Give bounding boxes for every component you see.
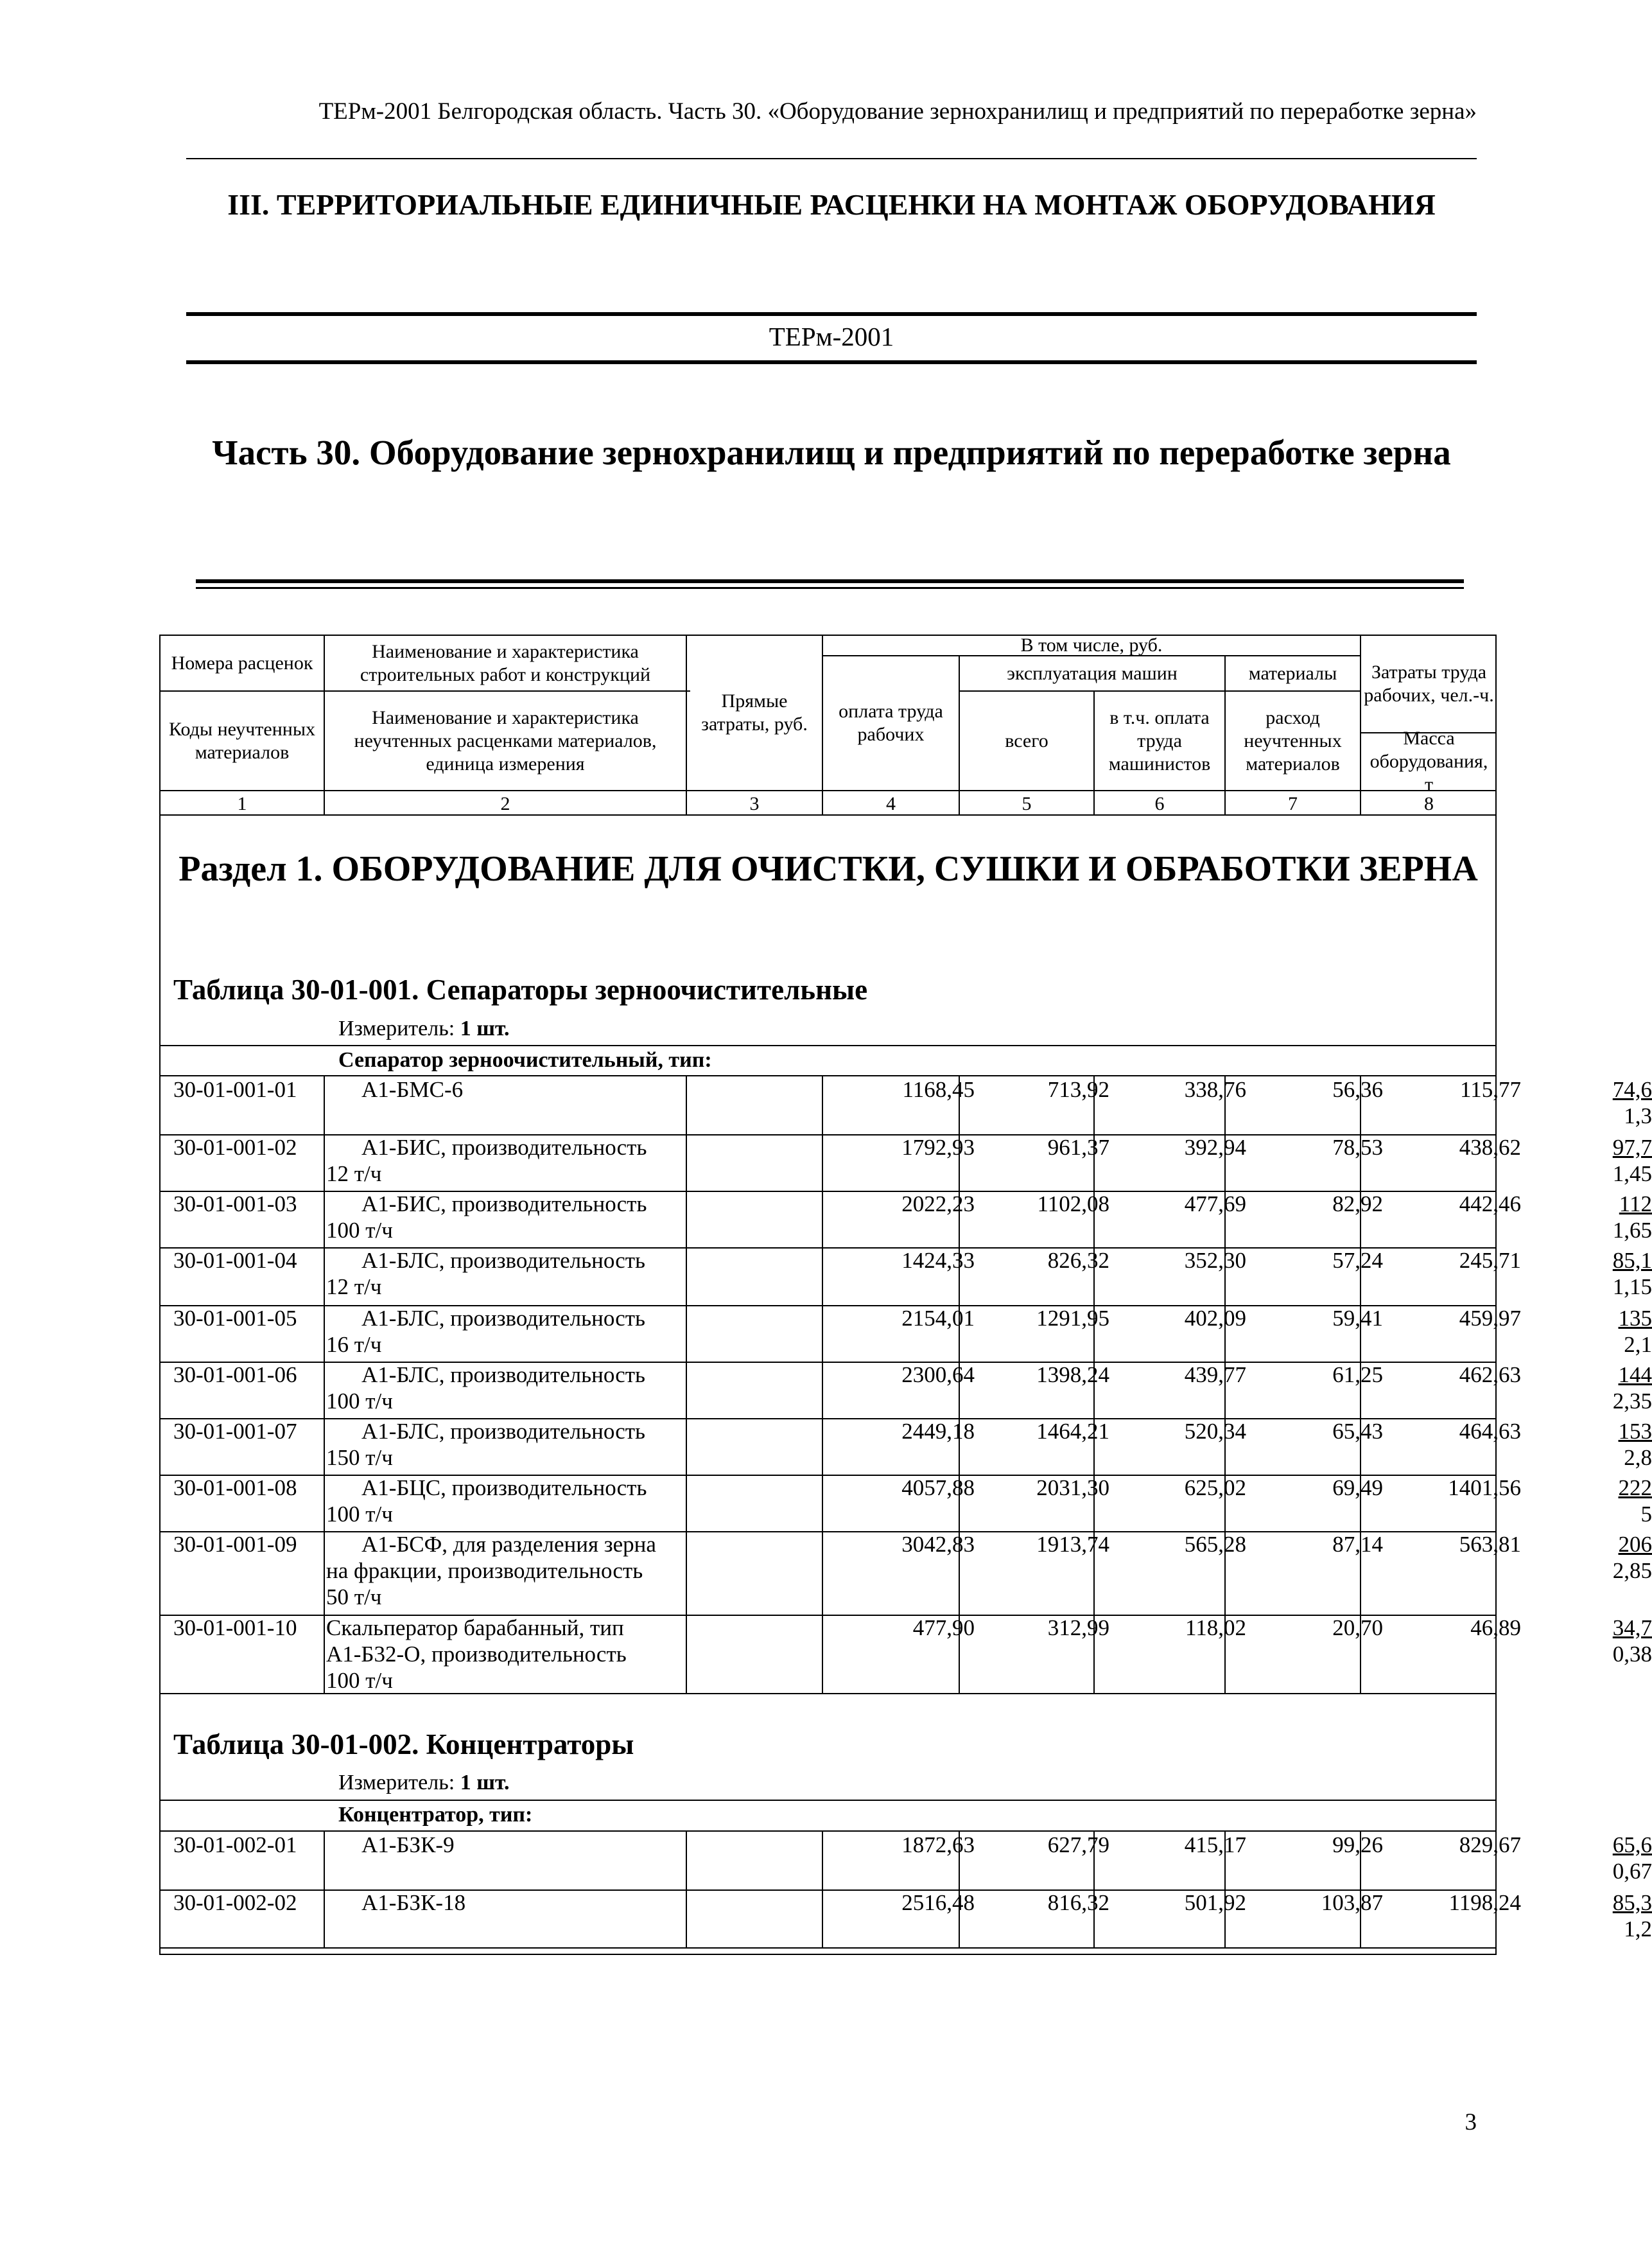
work-name-line: А1-БЛС, производительность [361, 1306, 645, 1331]
rate-code: 30-01-001-01 [173, 1077, 297, 1102]
column-rule [1093, 1076, 1095, 1693]
labor-hours: 112 [1619, 1191, 1652, 1216]
labor-pay: 1291,95 [1036, 1306, 1109, 1331]
materials-cost: 464,63 [1459, 1419, 1521, 1444]
equipment-mass: 1,15 [1612, 1274, 1652, 1299]
machines-total: 415,17 [1184, 1832, 1246, 1857]
work-name-line: А1-БЗК-18 [361, 1890, 466, 1915]
equipment-mass: 0,38 [1612, 1642, 1652, 1667]
labor-pay: 816,32 [1047, 1890, 1109, 1915]
work-name-line: А1-БИС, производительность [361, 1135, 647, 1160]
work-name-line: 100 т/ч [326, 1668, 393, 1693]
doc-code: ТЕРм-2001 [769, 322, 894, 351]
equipment-mass: 1,45 [1612, 1161, 1652, 1186]
operators-pay: 69,49 [1332, 1475, 1383, 1500]
column-rule [686, 1832, 687, 1947]
labor-hours: 65,6 [1612, 1832, 1652, 1857]
labor-pay: 713,92 [1047, 1077, 1109, 1102]
table-row [159, 1247, 1652, 1305]
header-name-top: Наименование и характеристика строительных работ и конструкций [360, 640, 651, 685]
labor-pay: 1913,74 [1036, 1532, 1109, 1557]
machines-total: 439,77 [1184, 1362, 1246, 1387]
column-number: 4 [886, 793, 896, 814]
column-rule [324, 1832, 325, 1947]
table-row [159, 1305, 1652, 1362]
doc-code-rule-bottom [186, 360, 1477, 364]
table-row [159, 1191, 1652, 1247]
machines-total: 477,69 [1184, 1191, 1246, 1216]
materials-cost: 245,71 [1459, 1248, 1521, 1273]
materials-cost: 442,46 [1459, 1191, 1521, 1216]
direct-costs: 2516,48 [901, 1890, 975, 1915]
machines-total: 520,34 [1184, 1419, 1246, 1444]
header-operators-pay: в т.ч. оплата труда машинистов [1108, 706, 1211, 775]
labor-and-mass [1376, 1475, 1652, 1527]
unit-value: 1 шт. [460, 1771, 510, 1794]
work-name-line: 100 т/ч [326, 1502, 393, 1527]
column-rule [822, 1832, 823, 1947]
page-number: 3 [1465, 2109, 1477, 2135]
materials-cost: 563,81 [1459, 1532, 1521, 1557]
materials-cost: 438,62 [1459, 1135, 1521, 1160]
operators-pay: 56,36 [1332, 1077, 1383, 1102]
labor-hours: 85,1 [1612, 1248, 1652, 1273]
operators-pay: 78,53 [1332, 1135, 1383, 1160]
machines-total: 565,28 [1184, 1532, 1246, 1557]
labor-hours: 135 [1618, 1306, 1652, 1331]
chapter-title: III. ТЕРРИТОРИАЛЬНЫЕ ЕДИНИЧНЫЕ РАСЦЕНКИ НА МОНТАЖ ОБОРУДОВАНИЯ [227, 188, 1436, 221]
equipment-mass: 2,8 [1624, 1445, 1652, 1470]
direct-costs: 2300,64 [901, 1362, 975, 1387]
materials-cost: 829,67 [1459, 1832, 1521, 1857]
running-header: ТЕРм-2001 Белгородская область. Часть 30. «Оборудование зернохранилищ и предприятий по переработке зерна» [318, 98, 1477, 125]
table-bottom-rule [159, 1693, 1497, 1694]
labor-and-mass [1376, 1889, 1652, 1942]
labor-hours: 34,7 [1612, 1615, 1652, 1640]
work-name-line: Скальператор барабанный, тип [326, 1615, 624, 1640]
work-name-line: 12 т/ч [326, 1161, 382, 1186]
table-row [159, 1615, 1652, 1693]
operators-pay: 20,70 [1332, 1615, 1383, 1640]
equipment-mass: 2,1 [1624, 1332, 1652, 1357]
column-rule [1224, 1076, 1226, 1693]
table-row [159, 1418, 1652, 1475]
header-equipment-mass: Масса оборудования, т [1369, 728, 1488, 795]
table-title: Таблица 30-01-002. Концентраторы [173, 1728, 634, 1760]
labor-hours: 222 [1618, 1475, 1652, 1500]
group-label: Сепаратор зерноочистительный, тип: [338, 1048, 712, 1072]
column-rule [1224, 1832, 1226, 1947]
table-row [159, 1475, 1652, 1531]
header-materials: материалы [1248, 662, 1337, 684]
work-name-line: 12 т/ч [326, 1274, 382, 1299]
labor-hours: 85,3 [1612, 1890, 1652, 1915]
direct-costs: 1792,93 [901, 1135, 975, 1160]
header-rule-bottom [159, 790, 1497, 791]
operators-pay: 82,92 [1332, 1191, 1383, 1216]
labor-and-mass [1376, 1134, 1652, 1187]
equipment-mass: 5 [1640, 1502, 1652, 1527]
group-label: Концентратор, тип: [338, 1803, 533, 1827]
part-title: Часть 30. Оборудование зернохранилищ и предприятий по переработке зерна [212, 433, 1451, 472]
unit-label: Измеритель: [338, 1771, 455, 1794]
labor-pay: 1102,08 [1037, 1191, 1109, 1216]
section-title: Раздел 1. ОБОРУДОВАНИЕ ДЛЯ ОЧИСТКИ, СУШКИ И ОБРАБОТКИ ЗЕРНА [178, 849, 1478, 889]
labor-pay: 1464,21 [1036, 1419, 1109, 1444]
header-rule [186, 158, 1477, 159]
column-number: 2 [500, 793, 510, 814]
rate-code: 30-01-001-10 [173, 1615, 297, 1640]
rate-code: 30-01-001-02 [173, 1135, 297, 1160]
work-name-line: А1-БЗК-9 [361, 1832, 455, 1857]
labor-pay: 826,32 [1047, 1248, 1109, 1273]
direct-costs: 2449,18 [901, 1419, 975, 1444]
machines-total: 625,02 [1184, 1475, 1246, 1500]
labor-pay: 627,79 [1047, 1832, 1109, 1857]
header-including: В том числе, руб. [1020, 635, 1163, 656]
header-name-bottom: Наименование и характеристика неучтенных расценками материалов, единица измерения [354, 706, 657, 775]
direct-costs: 3042,83 [901, 1532, 975, 1557]
work-name-line: А1-БСФ, для разделения зерна [361, 1532, 656, 1557]
header-codes-top: Номера расценок [171, 652, 313, 674]
labor-pay: 312,99 [1047, 1615, 1109, 1640]
column-number: 3 [749, 793, 760, 814]
labor-and-mass [1376, 1305, 1652, 1358]
work-name-line: на фракции, производительность [326, 1558, 643, 1583]
work-name-line: А1-БЛС, производительность [361, 1419, 645, 1444]
header-codes-bottom: Коды неучтенных материалов [169, 718, 315, 763]
column-rule [686, 1076, 687, 1693]
equipment-mass: 2,85 [1612, 1558, 1652, 1583]
materials-cost: 1401,56 [1448, 1475, 1521, 1500]
equipment-mass: 1,65 [1612, 1218, 1652, 1243]
direct-costs: 1872,63 [901, 1832, 975, 1857]
labor-hours: 144 [1618, 1362, 1652, 1387]
labor-hours: 206 [1618, 1532, 1652, 1557]
doc-code-rule-top [186, 312, 1477, 316]
table-top-rule [159, 1800, 1497, 1801]
unit-value: 1 шт. [460, 1017, 510, 1040]
column-rule [959, 1076, 960, 1693]
header-labor-pay: оплата труда рабочих [839, 701, 943, 745]
column-rule [1093, 1832, 1095, 1947]
rate-code: 30-01-001-07 [173, 1419, 297, 1444]
operators-pay: 57,24 [1332, 1248, 1383, 1273]
unit-label: Измеритель: [338, 1017, 455, 1040]
materials-cost: 459,97 [1459, 1306, 1521, 1331]
table-unit [338, 1770, 510, 1796]
column-rule [959, 1832, 960, 1947]
materials-cost: 46,89 [1470, 1615, 1521, 1640]
part-rule-thin [196, 587, 1464, 589]
labor-and-mass [1376, 1191, 1652, 1243]
operators-pay: 87,14 [1332, 1532, 1383, 1557]
equipment-mass: 2,35 [1612, 1389, 1652, 1414]
work-name-line: 150 т/ч [326, 1445, 393, 1470]
header-direct-costs: Прямые затраты, руб. [701, 690, 808, 735]
materials-cost: 115,77 [1460, 1077, 1521, 1102]
header-machines: эксплуатация машин [1007, 662, 1178, 684]
machines-total: 118,02 [1185, 1615, 1246, 1640]
labor-and-mass [1376, 1418, 1652, 1471]
equipment-mass: 0,67 [1612, 1859, 1652, 1884]
operators-pay: 99,26 [1332, 1832, 1383, 1857]
machines-total: 501,92 [1184, 1890, 1246, 1915]
work-name-line: А1-БИС, производительность [361, 1191, 647, 1216]
work-name-line: А1-БЛС, производительность [361, 1362, 645, 1387]
table-unit [338, 1016, 510, 1042]
equipment-mass: 1,2 [1624, 1916, 1652, 1942]
column-rule [1360, 1076, 1361, 1693]
table-row [159, 1076, 1652, 1134]
labor-pay: 2031,30 [1036, 1475, 1109, 1500]
rate-code: 30-01-001-06 [173, 1362, 297, 1387]
materials-cost: 462,63 [1459, 1362, 1521, 1387]
column-number: 7 [1288, 793, 1298, 814]
part-rule-thick [196, 579, 1464, 583]
rate-code: 30-01-001-05 [173, 1306, 297, 1331]
direct-costs: 2154,01 [901, 1306, 975, 1331]
labor-and-mass [1376, 1362, 1652, 1414]
table-row [159, 1531, 1652, 1615]
equipment-mass: 1,3 [1624, 1103, 1652, 1128]
column-number: 5 [1022, 793, 1032, 814]
table-title: Таблица 30-01-001. Сепараторы зерноочистительные [173, 974, 868, 1006]
table-row [159, 1362, 1652, 1418]
table-top-rule [159, 1045, 1497, 1046]
column-number: 8 [1424, 793, 1434, 814]
header-unaccounted-materials: расход неучтенных материалов [1244, 706, 1342, 775]
column-rule [1360, 1832, 1361, 1947]
machines-total: 402,09 [1184, 1306, 1246, 1331]
column-number: 6 [1154, 793, 1165, 814]
labor-and-mass [1376, 1615, 1652, 1667]
work-name-line: А1-Б32-О, производительность [326, 1642, 627, 1667]
column-rule [822, 1076, 823, 1693]
work-name-line: 100 т/ч [326, 1389, 393, 1414]
labor-hours: 97,7 [1612, 1135, 1652, 1160]
row-rule [159, 1947, 1497, 1949]
labor-hours: 153 [1618, 1419, 1652, 1444]
work-name-line: А1-БМС-6 [361, 1077, 464, 1102]
labor-pay: 961,37 [1047, 1135, 1109, 1160]
direct-costs: 1168,45 [902, 1077, 975, 1102]
table-row [159, 1134, 1652, 1191]
operators-pay: 65,43 [1332, 1419, 1383, 1444]
rate-code: 30-01-001-03 [173, 1191, 297, 1216]
operators-pay: 59,41 [1332, 1306, 1383, 1331]
rate-code: 30-01-001-09 [173, 1532, 297, 1557]
machines-total: 392,94 [1184, 1135, 1246, 1160]
operators-pay: 103,87 [1321, 1890, 1383, 1915]
operators-pay: 61,25 [1332, 1362, 1383, 1387]
direct-costs: 4057,88 [901, 1475, 975, 1500]
materials-cost: 1198,24 [1448, 1890, 1521, 1915]
work-name-line: 50 т/ч [326, 1584, 382, 1609]
labor-pay: 1398,24 [1036, 1362, 1109, 1387]
machines-total: 338,76 [1184, 1077, 1246, 1102]
header-machines-total: всего [1005, 730, 1048, 751]
labor-and-mass [1376, 1832, 1652, 1884]
rate-code: 30-01-002-02 [173, 1890, 297, 1915]
work-name-line: 100 т/ч [326, 1218, 393, 1243]
direct-costs: 1424,33 [901, 1248, 975, 1273]
direct-costs: 477,90 [912, 1615, 975, 1640]
direct-costs: 2022,23 [901, 1191, 975, 1216]
column-number: 1 [237, 793, 247, 814]
work-name-line: 16 т/ч [326, 1332, 382, 1357]
labor-and-mass [1376, 1247, 1652, 1300]
rate-code: 30-01-001-08 [173, 1475, 297, 1500]
labor-and-mass [1376, 1076, 1652, 1129]
machines-total: 352,30 [1184, 1248, 1246, 1273]
work-name-line: А1-БЛС, производительность [361, 1248, 645, 1273]
column-rule [324, 1076, 325, 1693]
rate-code: 30-01-002-01 [173, 1832, 297, 1857]
table-row [159, 1889, 1652, 1947]
header-labor-hours: Затраты труда рабочих, чел.-ч. [1364, 662, 1494, 706]
rate-code: 30-01-001-04 [173, 1248, 297, 1273]
work-name-line: А1-БЦС, производительность [361, 1475, 647, 1500]
labor-hours: 74,6 [1612, 1077, 1652, 1102]
labor-and-mass [1376, 1531, 1652, 1584]
table-row [159, 1832, 1652, 1889]
